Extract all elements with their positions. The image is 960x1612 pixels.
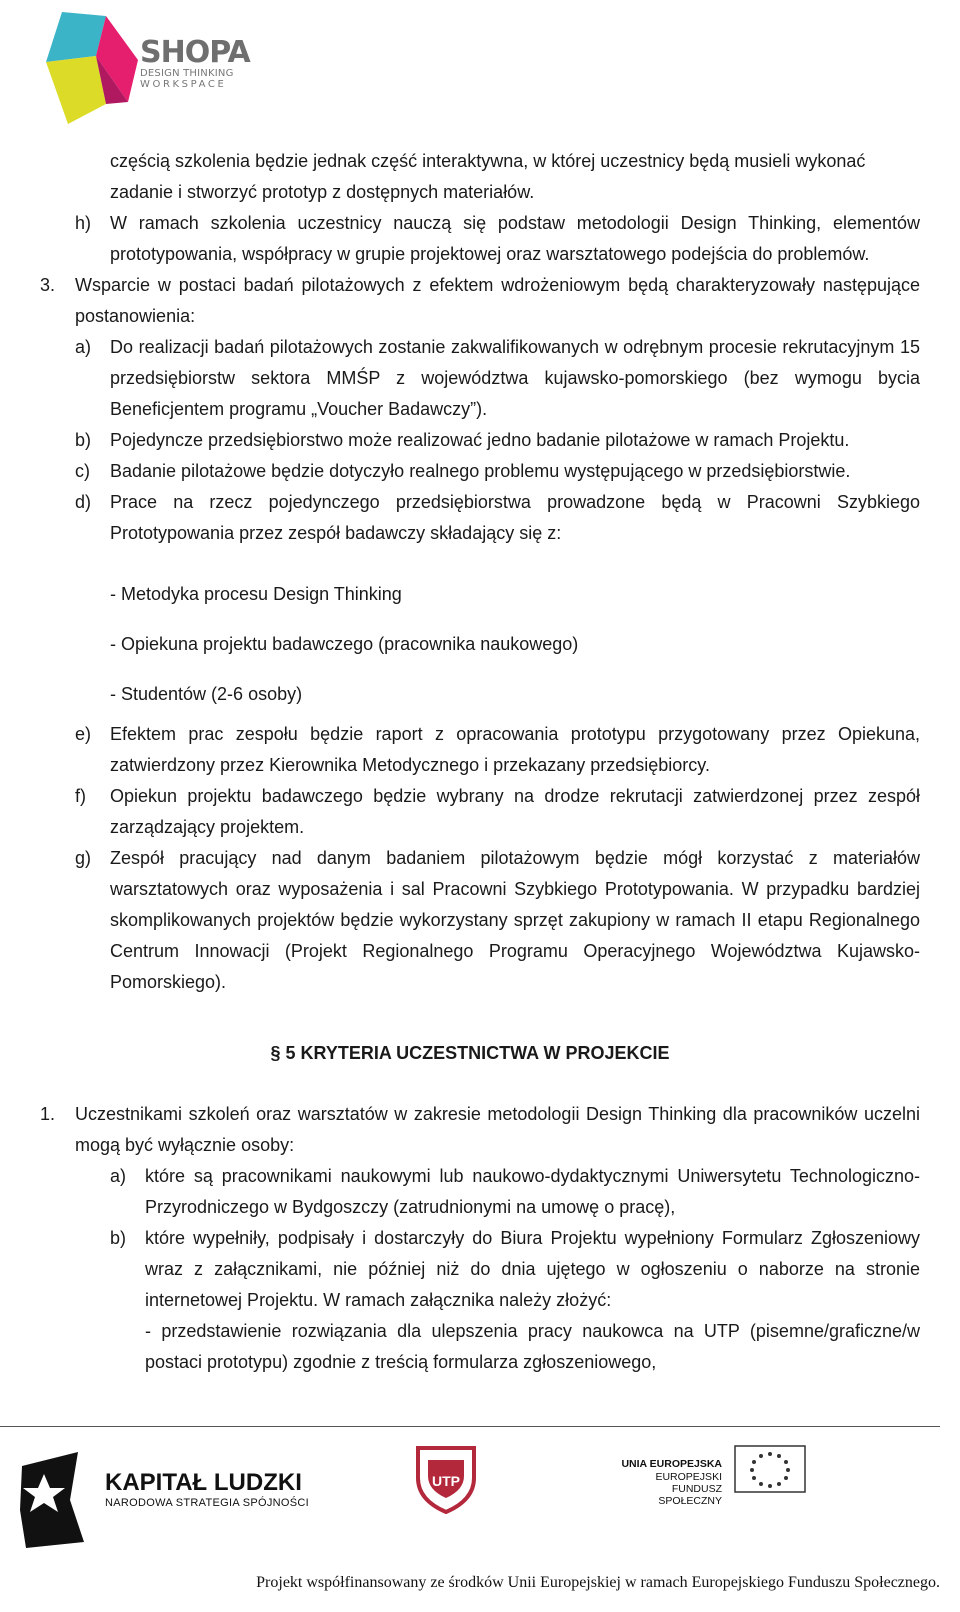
list-marker: d) xyxy=(75,492,92,512)
shopa-hexagon-icon xyxy=(40,4,140,129)
team-member-line: - Metodyka procesu Design Thinking xyxy=(110,584,402,604)
list-item-c xyxy=(75,456,920,487)
brand-tagline-2: WORKSPACE xyxy=(140,79,227,90)
kapital-ludzki-star-icon xyxy=(20,1452,84,1548)
list-marker: b) xyxy=(110,1228,127,1248)
list-item-text: W ramach szkolenia uczestnicy nauczą się podstaw metodologii Design Thinking, elementów prototypowania, współpracy w grupie projektowej oraz warsztatowego podejścia do problemów. xyxy=(110,213,920,264)
list-item-g xyxy=(75,843,920,998)
list-marker: c) xyxy=(75,461,90,481)
eu-title: UNIA EUROPEJSKA xyxy=(621,1458,722,1470)
text-line: zadanie i stworzyć prototyp z dostępnych materiałów. xyxy=(110,182,535,202)
cofinancing-note: Projekt współfinansowany ze środków Unii Europejskiej w ramach Europejskiego Funduszu Społecznego. xyxy=(256,1574,940,1591)
section-heading: § 5 KRYTERIA UCZESTNICTWA W PROJEKCIE xyxy=(270,1043,670,1063)
list-item-text: Do realizacji badań pilotażowych zostanie zakwalifikowanych w odrębnym procesie rekrutacyjnym 15 przedsiębiorstw sektora MMŚP z województwa kujawsko-pomorskiego (bez wymogu bycia Beneficjentem programu „Voucher Badawczy”). xyxy=(110,337,920,419)
paragraph-h-continued xyxy=(110,146,960,208)
criteria-item-b-attachment: - przedstawienie rozwiązania dla ulepszenia pracy naukowca na UTP (pisemne/graficzne/w postaci prototypu) zgodnie z treścią formularza zgłoszeniowego, xyxy=(145,1321,920,1372)
list-item-text: Badanie pilotażowe będzie dotyczyło realnego problemu występującego w przedsiębiorstwie. xyxy=(110,461,851,481)
list-item-b xyxy=(75,425,920,456)
list-item-text: Efektem prac zespołu będzie raport z opracowania prototypu przygotowany przez Opiekuna, zatwierdzony przez Kierownika Metodycznego i przekazany przedsiębiorcy. xyxy=(110,724,920,775)
criteria-item-b xyxy=(110,1223,920,1316)
numbered-item-3 xyxy=(40,270,920,332)
list-item-text: Prace na rzecz pojedynczego przedsiębiorstwa prowadzone będą w Pracowni Szybkiego Prototypowania przez zespół badawczy składający się z: xyxy=(110,492,920,543)
team-member-line: - Studentów (2-6 osoby) xyxy=(110,684,303,704)
svg-text:UTP: UTP xyxy=(432,1473,460,1489)
list-item-text: Wsparcie w postaci badań pilotażowych z efektem wdrożeniowym będą charakteryzowały następujące postanowienia: xyxy=(75,275,920,326)
kl-title: KAPITAŁ LUDZKI xyxy=(105,1469,302,1496)
list-marker: 1. xyxy=(40,1104,56,1124)
document-body xyxy=(40,146,960,1378)
list-item-d xyxy=(75,487,920,549)
eu-sub-1: EUROPEJSKI xyxy=(655,1471,722,1483)
list-item-a xyxy=(75,332,920,425)
list-item-text: Opiekun projektu badawczego będzie wybrany na drodze rekrutacji zatwierdzonej przez zespół zarządzający projektem. xyxy=(110,786,920,837)
text-line: częścią szkolenia będzie jednak część interaktywna, w której uczestnicy będą musieli wykonać xyxy=(110,151,866,171)
list-marker: a) xyxy=(75,337,92,357)
eu-logo-text xyxy=(606,1458,722,1507)
numbered-item-1 xyxy=(40,1099,920,1161)
list-marker: g) xyxy=(75,848,92,868)
footer-divider xyxy=(0,1426,940,1427)
list-marker: e) xyxy=(75,724,92,744)
list-item-text: Zespół pracujący nad danym badaniem pilotażowym będzie mógł korzystać z materiałów warsztatowych oraz wyposażenia i sal Pracowni Szybkiego Prototypowania. W przypadku bardziej skomplikowanych projektów będzie wykorzystany sprzęt zakupiony w ramach II etapu Regionalnego Centrum Innowacji (Projekt Regionalnego Programu Operacyjnego Województwa Kujawsko-Pomorskiego). xyxy=(110,848,920,992)
list-marker: b) xyxy=(75,430,92,450)
kl-subtitle: NARODOWA STRATEGIA SPÓJNOŚCI xyxy=(105,1497,309,1509)
list-item-text: Uczestnikami szkoleń oraz warsztatów w zakresie metodologii Design Thinking dla pracowników uczelni mogą być wyłącznie osoby: xyxy=(75,1104,920,1155)
list-item-text: które wypełniły, podpisały i dostarczyły do Biura Projektu wypełniony Formularz Zgłoszeniowy wraz z załącznikami, nie później niż do dnia ujętego w ogłoszeniu o naborze na stronie internetowej Projektu. W ramach załącznika należy złożyć: xyxy=(145,1228,920,1310)
list-item-text: Pojedyncze przedsiębiorstwo może realizować jedno badanie pilotażowe w ramach Projektu. xyxy=(110,430,850,450)
list-marker: f) xyxy=(75,786,86,806)
utp-shield-icon xyxy=(418,1448,474,1512)
list-item-e xyxy=(75,719,920,781)
shopa-logo xyxy=(40,4,300,134)
eu-flag-icon xyxy=(735,1446,805,1492)
team-member-line: - Opiekuna projektu badawczego (pracownika naukowego) xyxy=(110,634,579,654)
criteria-item-a xyxy=(110,1161,920,1223)
list-item-f xyxy=(75,781,920,843)
eu-sub-2: FUNDUSZ SPOŁECZNY xyxy=(658,1483,722,1507)
brand-name: SHOPA xyxy=(140,35,250,70)
kapital-ludzki-logo xyxy=(105,1470,309,1510)
list-marker: a) xyxy=(110,1166,127,1186)
list-marker: 3. xyxy=(40,275,56,295)
list-item-text: które są pracownikami naukowymi lub naukowo-dydaktycznymi Uniwersytetu Technologiczno-Przyrodniczego w Bydgoszczy (zatrudnionymi na umowę o pracę), xyxy=(145,1166,920,1217)
list-item-h xyxy=(75,208,920,270)
list-marker: h) xyxy=(75,213,92,233)
brand-tagline-1: DESIGN THINKING xyxy=(140,68,234,79)
